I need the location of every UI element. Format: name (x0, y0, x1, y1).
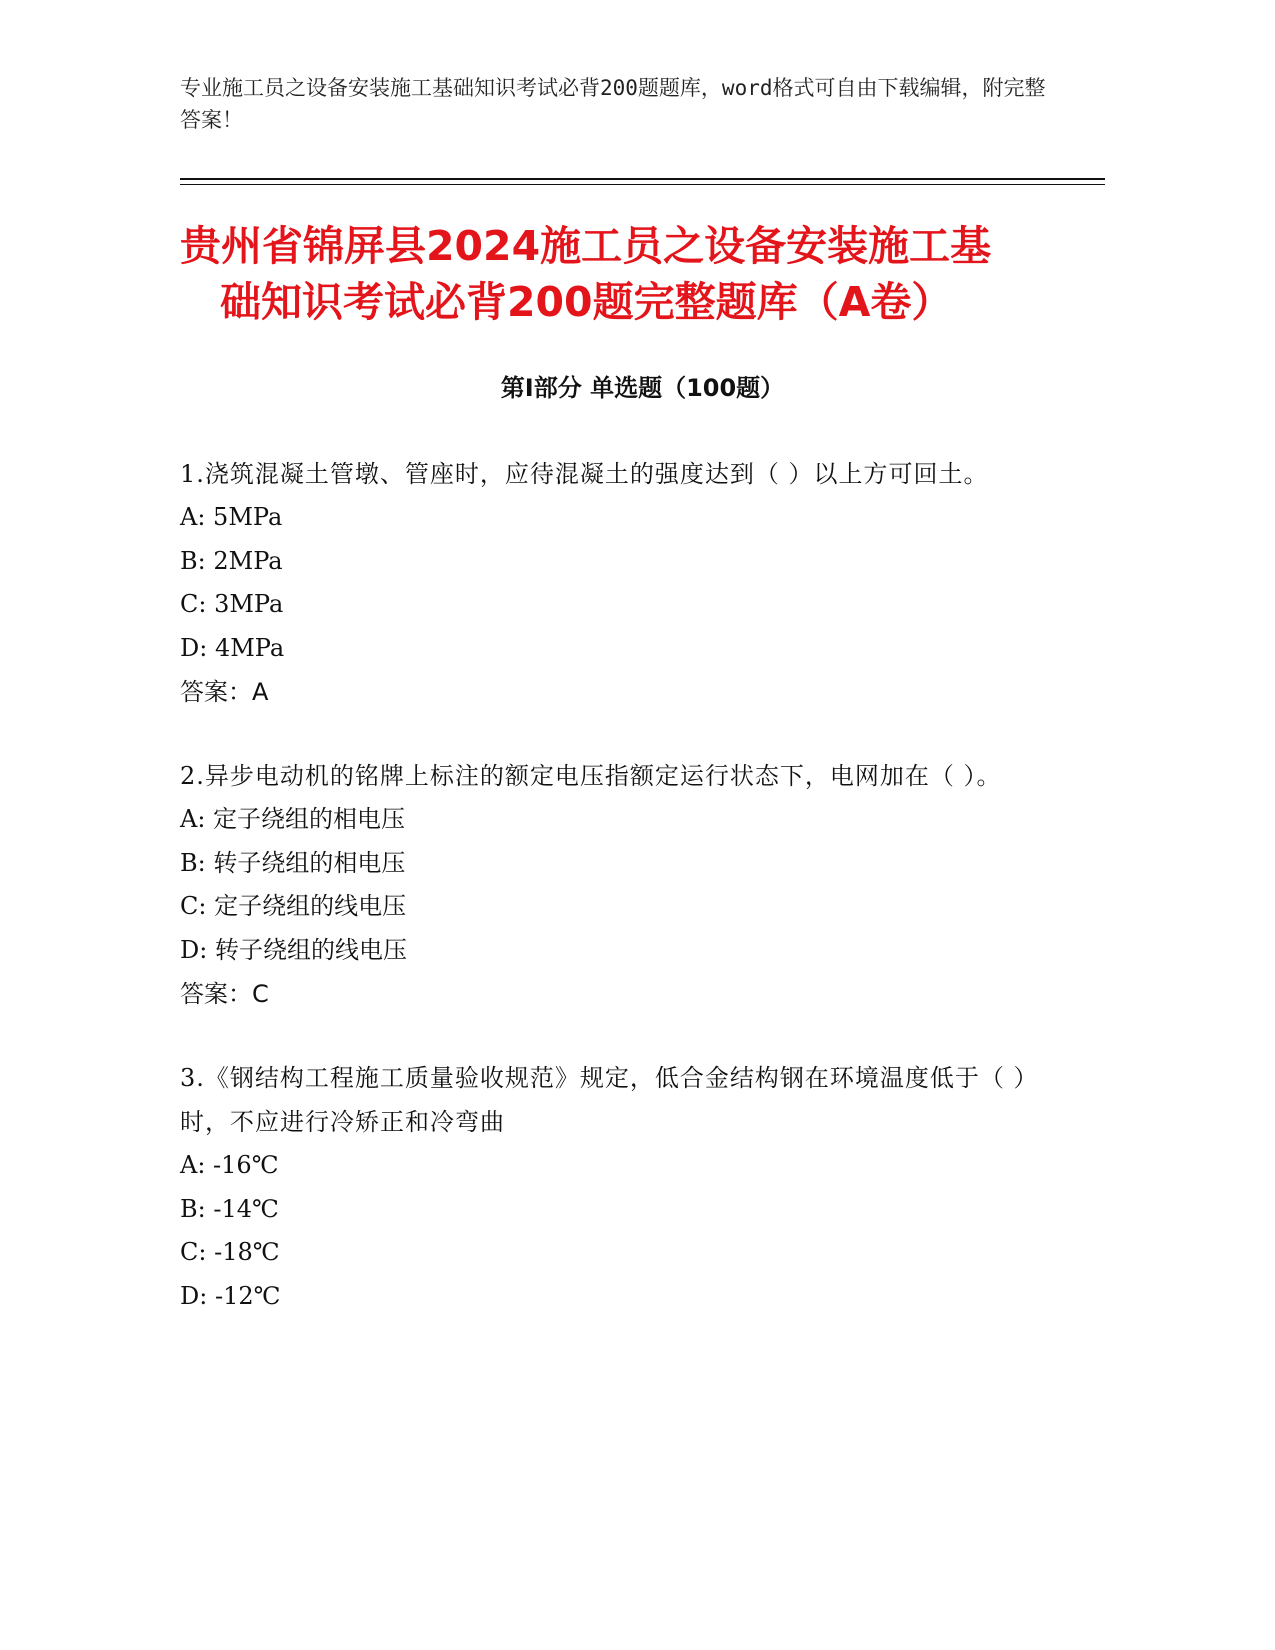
answer: 答案：C (180, 980, 269, 1008)
option-a: A: 5MPa (180, 503, 283, 531)
option-c: C: -18℃ (180, 1238, 280, 1266)
question-3 (180, 1056, 1040, 1318)
header-rule-thin (180, 184, 1105, 185)
question-stem: 2.异步电动机的铭牌上标注的额定电压指额定运行状态下，电网加在（ ）。 (180, 762, 1002, 790)
answer: 答案：A (180, 678, 269, 706)
section-heading: 第I部分 单选题（100题） (500, 374, 785, 402)
option-a: A: -16℃ (180, 1151, 279, 1179)
document-title-line-1: 贵州省锦屏县2024施工员之设备安装施工基 (180, 222, 992, 270)
option-b: B: 2MPa (180, 546, 283, 575)
option-d: D: -12℃ (180, 1281, 281, 1310)
header-note: 专业施工员之设备安装施工基础知识考试必背200题题库，word格式可自由下载编辑，附完整答案！ (180, 76, 1046, 132)
question-list (180, 452, 1040, 1358)
option-d: D: 4MPa (180, 633, 285, 662)
option-d: D: 转子绕组的线电压 (180, 935, 407, 964)
option-b: B: 转子绕组的相电压 (180, 848, 406, 877)
question-2 (180, 754, 1040, 1016)
option-a: A: 定子绕组的相电压 (180, 805, 406, 833)
header-rule-thick (180, 178, 1105, 180)
option-c: C: 3MPa (180, 590, 284, 618)
question-stem: 3.《钢结构工程施工质量验收规范》规定，低合金结构钢在环境温度低于（ ）时，不应进行冷矫正和冷弯曲 (180, 1064, 1039, 1136)
option-c: C: 定子绕组的线电压 (180, 892, 407, 920)
question-1 (180, 452, 1040, 714)
document-title (180, 218, 1105, 330)
question-stem: 1.浇筑混凝土管墩、管座时，应待混凝土的强度达到（ ）以上方可回土。 (180, 460, 989, 488)
option-b: B: -14℃ (180, 1194, 279, 1223)
document-title-line-2: 础知识考试必背200题完整题库（A卷） (220, 278, 953, 326)
